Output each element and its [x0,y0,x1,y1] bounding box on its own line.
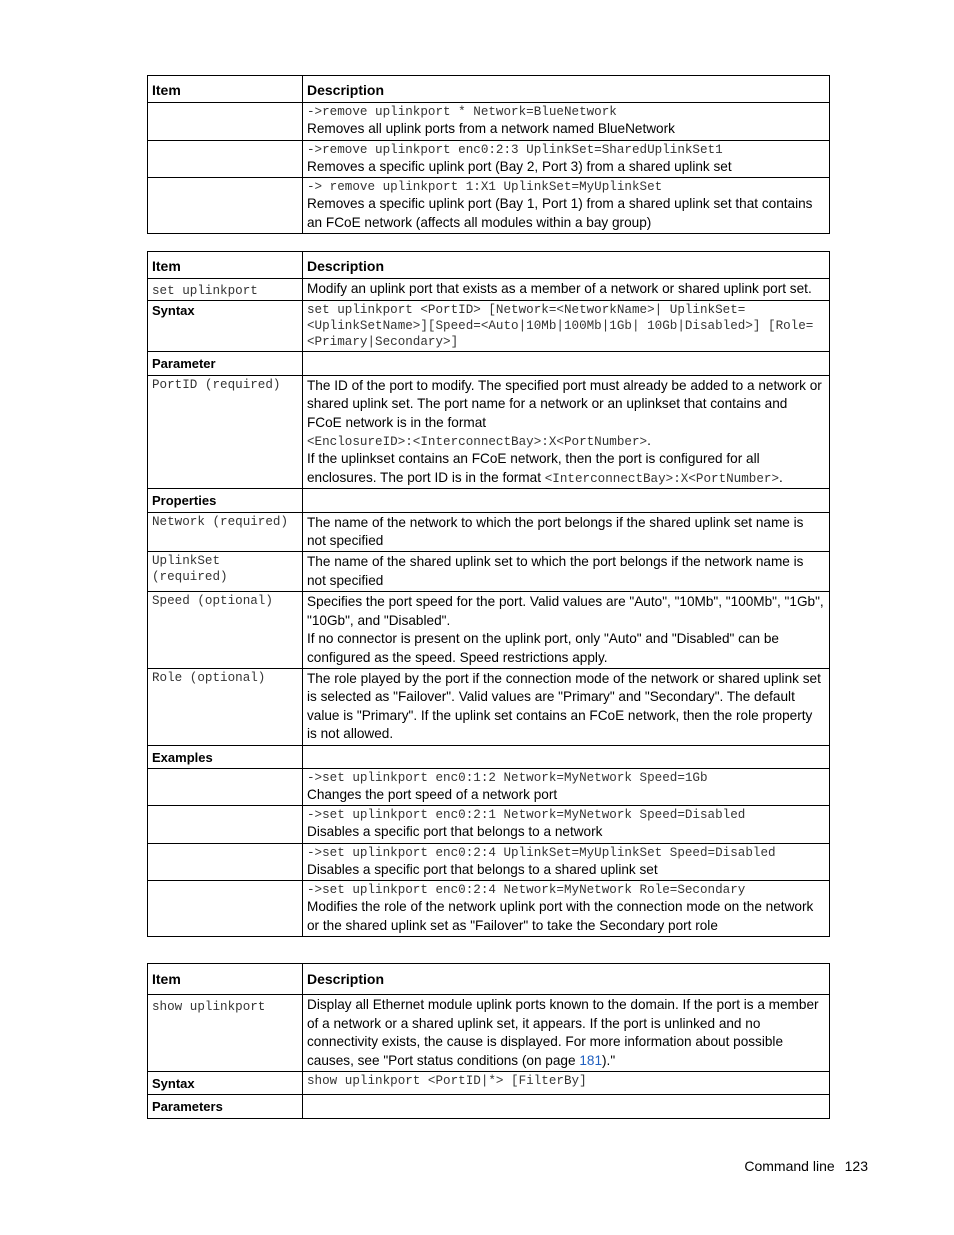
example-command: ->set uplinkport enc0:2:4 Network=MyNetwork Role=Secondary [307,883,746,898]
set-uplinkport-table [147,251,830,937]
syntax-row [148,1072,830,1095]
syntax-label: Syntax [148,1072,303,1095]
page-number: 123 [844,1158,868,1174]
port-format: <EnclosureID>:<InterconnectBay>:X<PortNumber> [307,435,648,450]
example-command: ->set uplinkport enc0:1:2 Network=MyNetwork Speed=1Gb [307,770,708,785]
property-description: The role played by the port if the connection mode of the network or shared uplink set is selected as "Failover". Valid values are "Primary" and "Secondary". The default value is "Primary". If the uplink set contains an FCoE network, then the role property is not allowed. [303,668,830,745]
example-description: Removes all uplink ports from a network named BlueNetwork [307,121,675,137]
item-header: Item [148,76,303,103]
remove-uplinkport-examples-table [147,75,830,234]
item-header: Item [148,252,303,279]
table-row [148,552,830,592]
property-name: Network (required) [148,512,303,552]
table-header-row [148,964,830,995]
example-description: Disables a specific port that belongs to a shared uplink set [307,861,658,877]
table-header-row [148,76,830,103]
section-row [148,1095,830,1118]
page-link[interactable]: 181 [579,1052,603,1068]
syntax-value: show uplinkport <PortID|*> [FilterBy] [303,1072,830,1095]
param-name: PortID (required) [148,375,303,488]
command-row [148,279,830,301]
property-description: The name of the shared uplink set to which the port belongs if the network name is not specified [303,552,830,592]
example-description: Modifies the role of the network uplink port with the connection mode on the network or the shared uplink set as "Failover" to take the Secondary port role [307,899,814,933]
page-footer [744,1158,868,1174]
table-header-row [148,252,830,279]
table-row [148,881,830,937]
table-row [148,668,830,745]
syntax-label: Syntax [148,301,303,352]
table-row [148,843,830,880]
param-description-fcoe: If the uplinkset contains an FCoE network, then the port is configured for all enclosures. The port ID is in the format [307,451,760,485]
syntax-row [148,301,830,352]
parameters-label: Parameters [148,1095,303,1118]
table-row [148,768,830,805]
footer-section: Command line [744,1158,835,1174]
example-command: ->remove uplinkport enc0:2:3 UplinkSet=SharedUplinkSet1 [307,142,723,157]
property-name: Speed (optional) [148,592,303,669]
examples-label: Examples [148,745,303,768]
example-command: ->remove uplinkport * Network=BlueNetwork [307,105,617,120]
table-row: PortID (required) The ID of the port to modify. The specified port must already be added to a network or shared uplink set. The port name for a network or an uplinkset that contains and FCoE network is in the format <EnclosureID>:<InterconnectBay>:X<PortNumber>. If the uplinkset contains an FCoE network, then the port is configured for all enclosures. The port ID is in the format <InterconnectBay>:X<PortNumber>. [148,375,830,488]
command-description: Modify an uplink port that exists as a member of a network or shared uplink port set. [303,279,830,301]
example-description: Removes a specific uplink port (Bay 1, Port 1) from a shared uplink set that contains an FCoE network (affects all modules within a bay group) [307,196,813,230]
property-description: The name of the network to which the port belongs if the shared uplink set name is not specified [303,512,830,552]
example-command: ->set uplinkport enc0:2:1 Network=MyNetwork Speed=Disabled [307,808,746,823]
properties-label: Properties [148,489,303,512]
table-row [148,806,830,843]
table-row [148,103,830,140]
command-name: set uplinkport [148,279,303,301]
syntax-value: set uplinkport <PortID> [Network=<NetworkName>| UplinkSet=<UplinkSetName>][Speed=<Auto|10Mb|100Mb|1Gb| 10Gb|Disabled>] [Role=<Primary|Secondary>] [303,301,830,352]
property-name: UplinkSet (required) [148,552,303,592]
command-row [148,995,830,1072]
section-row [148,745,830,768]
example-description: Changes the port speed of a network port [307,786,558,802]
show-uplinkport-table [147,963,830,1119]
table-row [148,512,830,552]
command-name: show uplinkport [148,995,303,1072]
param-description: The ID of the port to modify. The specified port must already be added to a network or shared uplink set. The port name for a network or an uplinkset that contains and FCoE network is in the format [307,377,822,430]
property-description: Specifies the port speed for the port. Valid values are "Auto", "10Mb", "100Mb", "1Gb", "10Gb", and "Disabled". [307,594,824,628]
property-name: Role (optional) [148,668,303,745]
property-description-note: If no connector is present on the uplink port, only "Auto" and "Disabled" can be configured as the speed. Speed restrictions apply. [307,631,779,665]
section-row [148,489,830,512]
parameter-label: Parameter [148,352,303,375]
item-header: Item [148,964,303,995]
table-row [148,140,830,177]
description-header: Description [303,76,830,103]
command-description: Display all Ethernet module uplink ports known to the domain. If the port is a member of a network or a shared uplink set, it appears. If the port is unlinked and no connectivity exists, the cause is displayed. For more information about possible causes, see "Port status conditions (on page [307,997,819,1068]
example-command: -> remove uplinkport 1:X1 UplinkSet=MyUplinkSet [307,180,663,195]
section-row [148,352,830,375]
table-row [148,178,830,234]
description-header: Description [303,964,830,995]
example-command: ->set uplinkport enc0:2:4 UplinkSet=MyUplinkSet Speed=Disabled [307,845,776,860]
table-row [148,592,830,669]
command-description-end: )." [602,1052,616,1068]
example-description: Disables a specific port that belongs to a network [307,824,603,840]
port-format-fcoe: <InterconnectBay>:X<PortNumber> [544,471,780,486]
example-description: Removes a specific uplink port (Bay 2, Port 3) from a shared uplink set [307,158,732,174]
description-header: Description [303,252,830,279]
